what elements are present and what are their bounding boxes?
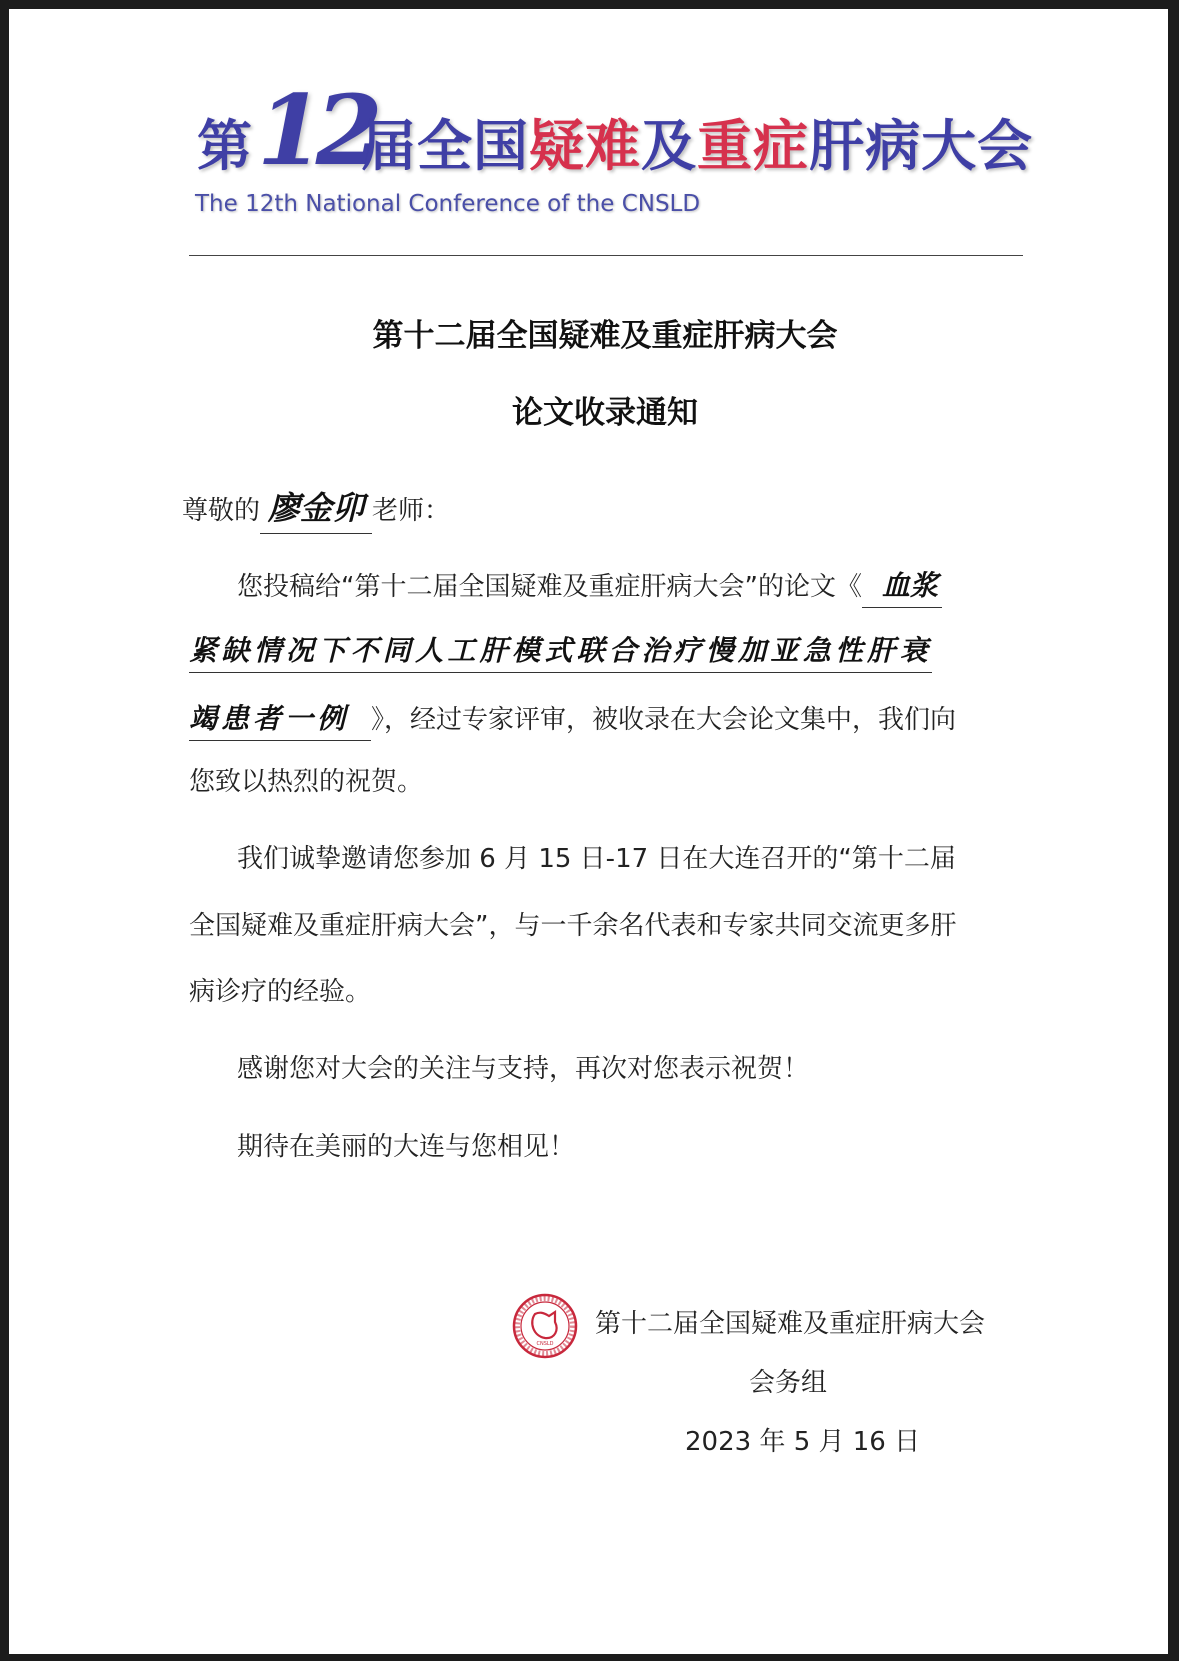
para1-line3: 竭患者一例 》，经过专家评审，被收录在大会论文集中，我们向	[189, 702, 956, 741]
conference-seal-icon	[511, 1292, 579, 1360]
para1-line2	[189, 634, 932, 673]
signature-group: 会务组	[749, 1368, 828, 1398]
para2-line2: 全国疑难及重症肝病大会”，与一千余名代表和专家共同交流更多肝	[189, 911, 957, 941]
header-divider	[189, 255, 1023, 256]
para2-line1: 我们诚挚邀请您参加 6 月 15 日-17 日在大连召开的“第十二届	[237, 844, 956, 874]
para1-line1: 您投稿给“第十二届全国疑难及重症肝病大会”的论文《 血浆	[237, 569, 942, 608]
para3: 感谢您对大会的关注与支持，再次对您表示祝贺！	[237, 1054, 810, 1084]
para1-line4: 您致以热烈的祝贺。	[189, 767, 424, 797]
logo-di: 第	[197, 114, 253, 178]
greeting: 尊敬的 廖金卯 老师：	[182, 489, 450, 534]
document-page	[9, 9, 1168, 1654]
paper-title-part1: 血浆	[862, 569, 942, 608]
seal-text: CNSLD	[536, 1341, 554, 1347]
logo-title: 届全国疑难及重症肝病大会	[361, 114, 1034, 178]
signature-org: 第十二届全国疑难及重症肝病大会	[595, 1309, 986, 1339]
document-title: 第十二届全国疑难及重症肝病大会	[372, 318, 838, 354]
recipient-name: 廖金卯	[260, 489, 372, 534]
signature-date: 2023 年 5 月 16 日	[685, 1427, 921, 1457]
para4: 期待在美丽的大连与您相见！	[237, 1132, 576, 1162]
logo-number: 12	[257, 74, 375, 187]
conference-logo	[185, 74, 1065, 187]
document-subtitle: 论文收录通知	[512, 395, 698, 431]
paper-title-part2: 紧缺情况下不同人工肝模式联合治疗慢加亚急性肝衰	[189, 634, 932, 673]
logo-english-title: The 12th National Conference of the CNSLD	[195, 191, 701, 217]
paper-title-part3: 竭患者一例	[189, 702, 371, 741]
para2-line3: 病诊疗的经验。	[189, 977, 372, 1007]
